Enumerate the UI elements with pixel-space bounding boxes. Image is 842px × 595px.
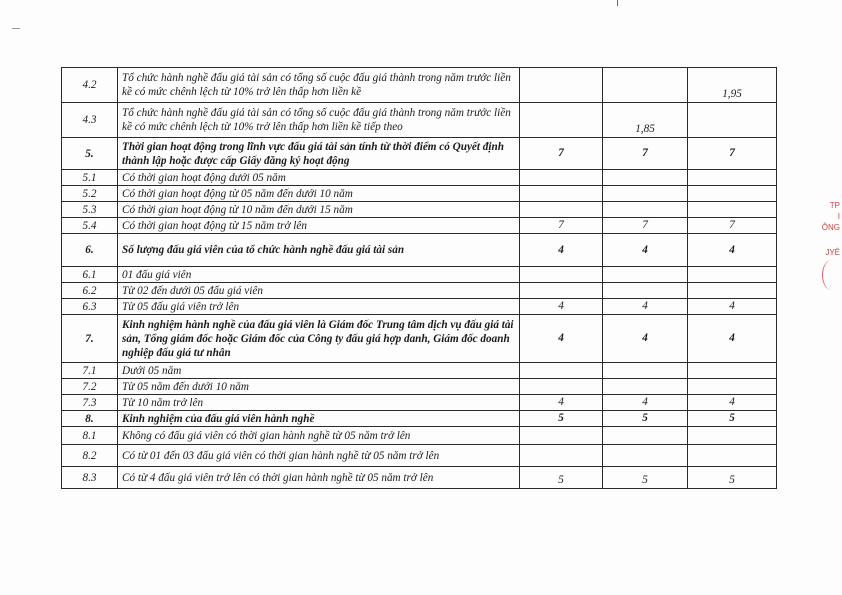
scoring-table bbox=[61, 67, 777, 489]
criterion-text: Kinh nghiệm của đấu giá viên hành nghề bbox=[118, 411, 520, 427]
score-cell bbox=[520, 170, 603, 186]
table-row bbox=[62, 299, 777, 315]
score-cell: 4 bbox=[520, 299, 603, 315]
table-row bbox=[62, 315, 777, 363]
table-row bbox=[62, 427, 777, 445]
row-number: 8.3 bbox=[62, 467, 118, 489]
score-cell bbox=[688, 267, 777, 283]
criterion-text: Tổ chức hành nghề đấu giá tài sản có tổng số cuộc đấu giá thành trong năm trước liền kề có mức chênh lệch từ 10% trở lên thấp hơn liền kề bbox=[118, 68, 520, 103]
row-number: 6.3 bbox=[62, 299, 118, 315]
score-cell: 1,85 bbox=[603, 103, 688, 138]
score-cell: 5 bbox=[688, 411, 777, 427]
table-row bbox=[62, 103, 777, 138]
table-row bbox=[62, 379, 777, 395]
row-number: 5.3 bbox=[62, 202, 118, 218]
score-cell bbox=[688, 202, 777, 218]
criterion-text: Kinh nghiệm hành nghề của đấu giá viên là Giám đốc Trung tâm dịch vụ đấu giá tài sản, Tổng giám đốc hoặc Giám đốc của Công ty đấu giá hợp danh, Giám đốc doanh nghiệp đấu giá tư nhân bbox=[118, 315, 520, 363]
score-cell bbox=[520, 202, 603, 218]
score-cell bbox=[520, 427, 603, 445]
row-number: 6. bbox=[62, 234, 118, 267]
score-cell: 4 bbox=[520, 234, 603, 267]
score-cell: 4 bbox=[688, 395, 777, 411]
score-cell bbox=[520, 267, 603, 283]
row-number: 6.2 bbox=[62, 283, 118, 299]
table-row bbox=[62, 202, 777, 218]
seal-text-line: JYÊ bbox=[825, 248, 840, 257]
criterion-text: Từ 05 đấu giá viên trở lên bbox=[118, 299, 520, 315]
score-cell: 1,95 bbox=[688, 68, 777, 103]
table-row bbox=[62, 234, 777, 267]
score-cell: 4 bbox=[688, 315, 777, 363]
table-row bbox=[62, 411, 777, 427]
score-cell: 5 bbox=[603, 411, 688, 427]
row-number: 8. bbox=[62, 411, 118, 427]
criterion-text: Có từ 4 đấu giá viên trở lên có thời gian hành nghề từ 05 năm trở lên bbox=[118, 467, 520, 489]
row-number: 7.2 bbox=[62, 379, 118, 395]
table-row bbox=[62, 445, 777, 467]
score-cell bbox=[688, 379, 777, 395]
seal-text-line: TP bbox=[829, 201, 840, 210]
score-cell: 5 bbox=[688, 467, 777, 489]
row-number: 7.1 bbox=[62, 363, 118, 379]
score-cell bbox=[520, 103, 603, 138]
score-cell bbox=[520, 379, 603, 395]
score-cell: 5 bbox=[520, 411, 603, 427]
row-number: 5.1 bbox=[62, 170, 118, 186]
score-cell bbox=[603, 170, 688, 186]
score-cell bbox=[603, 283, 688, 299]
criterion-text: Thời gian hoạt động trong lĩnh vực đấu giá tài sản tính từ thời điểm có Quyết định thành lập hoặc được cấp Giấy đăng ký hoạt động bbox=[118, 138, 520, 170]
table-row bbox=[62, 186, 777, 202]
score-cell: 7 bbox=[520, 138, 603, 170]
score-cell: 4 bbox=[603, 315, 688, 363]
table-row bbox=[62, 267, 777, 283]
score-cell bbox=[603, 379, 688, 395]
row-number: 4.2 bbox=[62, 68, 118, 103]
table-row bbox=[62, 170, 777, 186]
row-number: 5.4 bbox=[62, 218, 118, 234]
row-number: 4.3 bbox=[62, 103, 118, 138]
criterion-text: Từ 05 năm đến dưới 10 năm bbox=[118, 379, 520, 395]
score-cell bbox=[603, 186, 688, 202]
score-cell bbox=[688, 186, 777, 202]
row-number: 8.2 bbox=[62, 445, 118, 467]
score-cell bbox=[688, 283, 777, 299]
criterion-text: Tổ chức hành nghề đấu giá tài sản có tổng số cuộc đấu giá thành trong năm trước liền kề có mức chênh lệch từ 10% trở lên thấp hơn liền kề tiếp theo bbox=[118, 103, 520, 138]
score-cell: 4 bbox=[520, 315, 603, 363]
table-row bbox=[62, 467, 777, 489]
criterion-text: Có thời gian hoạt động từ 10 năm đến dưới 15 năm bbox=[118, 202, 520, 218]
score-cell bbox=[520, 363, 603, 379]
table-row bbox=[62, 138, 777, 170]
score-cell: 4 bbox=[603, 234, 688, 267]
criterion-text: 01 đấu giá viên bbox=[118, 267, 520, 283]
criterion-text: Không có đấu giá viên có thời gian hành nghề từ 05 năm trở lên bbox=[118, 427, 520, 445]
table-row bbox=[62, 363, 777, 379]
score-cell bbox=[688, 363, 777, 379]
score-cell bbox=[688, 427, 777, 445]
table-row bbox=[62, 395, 777, 411]
score-cell: 7 bbox=[520, 218, 603, 234]
score-cell bbox=[603, 363, 688, 379]
table-row bbox=[62, 283, 777, 299]
row-number: 5.2 bbox=[62, 186, 118, 202]
criterion-text: Từ 02 đến dưới 05 đấu giá viên bbox=[118, 283, 520, 299]
red-seal-fragment bbox=[818, 200, 840, 310]
score-cell: 4 bbox=[603, 395, 688, 411]
row-number: 5. bbox=[62, 138, 118, 170]
criterion-text: Từ 10 năm trở lên bbox=[118, 395, 520, 411]
score-cell: 7 bbox=[603, 138, 688, 170]
score-cell bbox=[520, 445, 603, 467]
score-cell bbox=[688, 103, 777, 138]
score-cell: 7 bbox=[688, 138, 777, 170]
page-edge-mark bbox=[617, 0, 618, 6]
score-cell bbox=[603, 68, 688, 103]
seal-text-line: I bbox=[837, 212, 840, 221]
score-cell bbox=[603, 445, 688, 467]
score-cell: 7 bbox=[688, 218, 777, 234]
score-cell: 5 bbox=[520, 467, 603, 489]
seal-text-line: ÔNG bbox=[821, 223, 840, 232]
score-cell: 5 bbox=[603, 467, 688, 489]
score-cell: 7 bbox=[603, 218, 688, 234]
score-cell: 4 bbox=[688, 234, 777, 267]
scan-mark bbox=[12, 28, 20, 29]
criterion-text: Có thời gian hoạt động từ 05 năm đến dưới 10 năm bbox=[118, 186, 520, 202]
row-number: 7.3 bbox=[62, 395, 118, 411]
seal-ring-arc bbox=[822, 260, 841, 290]
row-number: 7. bbox=[62, 315, 118, 363]
score-cell bbox=[688, 445, 777, 467]
criterion-text: Số lượng đấu giá viên của tổ chức hành nghề đấu giá tài sản bbox=[118, 234, 520, 267]
table-row bbox=[62, 218, 777, 234]
criterion-text: Dưới 05 năm bbox=[118, 363, 520, 379]
row-number: 6.1 bbox=[62, 267, 118, 283]
score-cell bbox=[520, 68, 603, 103]
table-row bbox=[62, 68, 777, 103]
score-cell bbox=[520, 283, 603, 299]
score-cell bbox=[603, 202, 688, 218]
criterion-text: Có thời gian hoạt động từ 15 năm trở lên bbox=[118, 218, 520, 234]
criterion-text: Có thời gian hoạt động dưới 05 năm bbox=[118, 170, 520, 186]
score-cell: 4 bbox=[520, 395, 603, 411]
score-cell: 4 bbox=[688, 299, 777, 315]
criterion-text: Có từ 01 đến 03 đấu giá viên có thời gian hành nghề từ 05 năm trở lên bbox=[118, 445, 520, 467]
score-cell bbox=[520, 186, 603, 202]
row-number: 8.1 bbox=[62, 427, 118, 445]
score-cell bbox=[603, 267, 688, 283]
score-cell bbox=[603, 427, 688, 445]
score-cell: 4 bbox=[603, 299, 688, 315]
score-cell bbox=[688, 170, 777, 186]
